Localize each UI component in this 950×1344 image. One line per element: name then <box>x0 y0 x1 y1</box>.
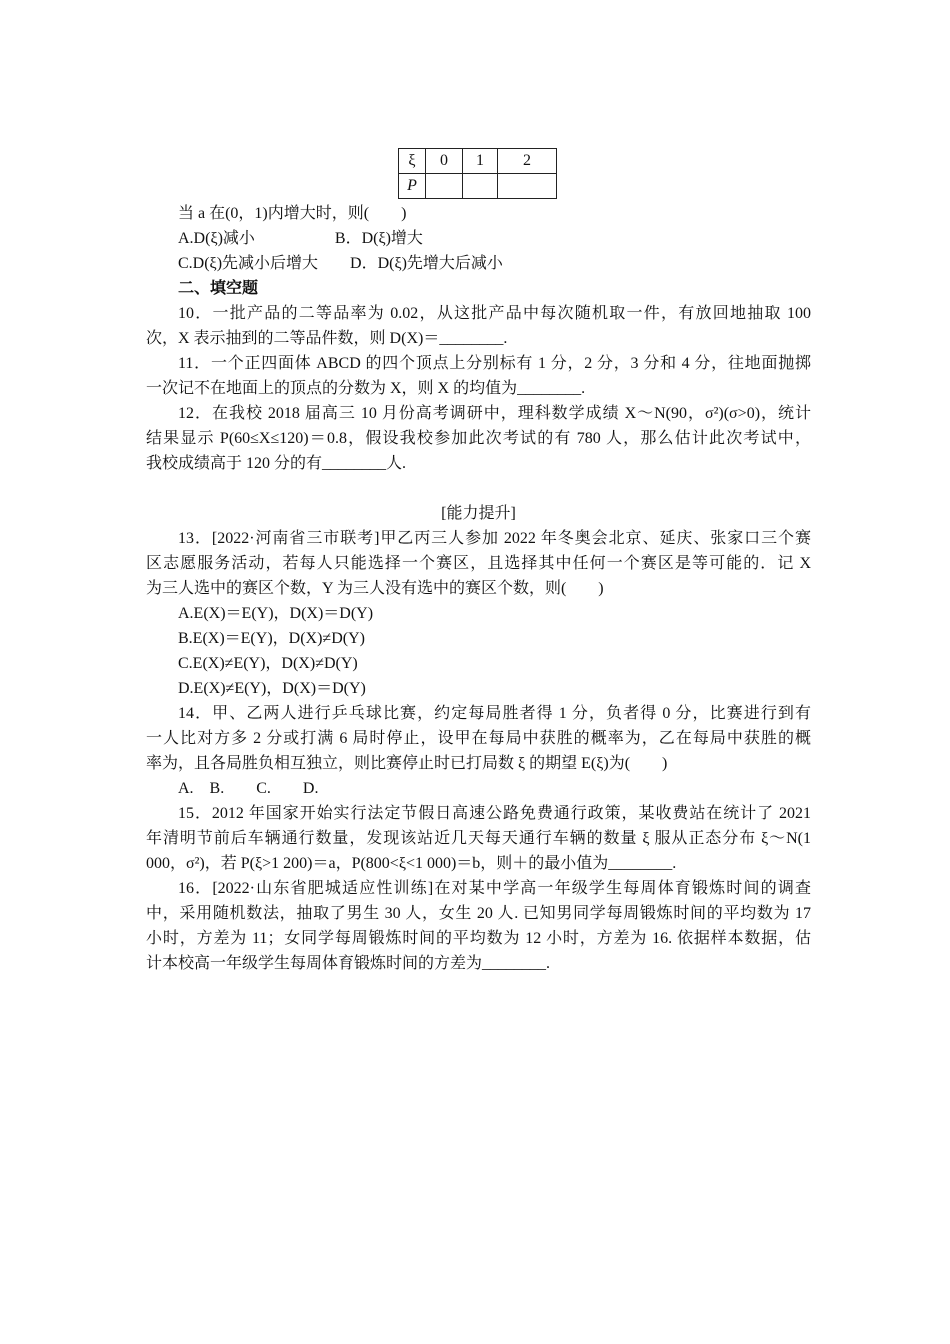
q13-line-3: 为三人选中的赛区个数，Y 为三人没有选中的赛区个数，则( ) <box>146 580 604 597</box>
table-row <box>399 149 557 174</box>
table-cell: 1 <box>463 149 498 174</box>
q11-line-1: 11．一个正四面体 ABCD 的四个顶点上分别标有 1 分，2 分，3 分和 4 分，往地面抛掷 <box>178 355 811 372</box>
q14-line-1: 14．甲、乙两人进行乒乓球比赛，约定每局胜者得 1 分，负者得 0 分，比赛进行到有 <box>178 705 811 722</box>
q12-line-3: 我校成绩高于 120 分的有________人. <box>146 455 407 472</box>
q13-line-1: 13．[2022·河南省三市联考]甲乙丙三人参加 2022 年冬奥会北京、延庆、张家口三个赛 <box>178 530 811 547</box>
ability-heading: [能力提升] <box>441 505 516 522</box>
table-cell: 2 <box>498 149 557 174</box>
table-cell <box>463 174 498 199</box>
q15-line-3: 000，σ²)，若 P(ξ>1 200)＝a，P(800<ξ<1 000)＝b，则＋的最小值为________. <box>146 855 677 872</box>
q16-line-4: 计本校高一年级学生每周体育锻炼时间的方差为________. <box>146 955 551 972</box>
q13-option-b: B.E(X)＝E(Y)，D(X)≠D(Y) <box>178 630 365 647</box>
q9-stem: 当 a 在(0，1)内增大时，则( ) <box>178 205 407 222</box>
q9-options-ab: A.D(ξ)减小 B．D(ξ)增大 <box>178 230 423 247</box>
q16-line-2: 中，采用随机数法，抽取了男生 30 人，女生 20 人. 已知男同学每周锻炼时间的平均数为 17 <box>146 905 811 922</box>
q10-line-2: 次，X 表示抽到的二等品件数，则 D(X)＝________. <box>146 330 508 347</box>
table-cell <box>498 174 557 199</box>
q13-option-c: C.E(X)≠E(Y)，D(X)≠D(Y) <box>178 655 358 672</box>
table-cell: P <box>399 174 426 199</box>
table-cell: ξ <box>399 149 426 174</box>
q13-line-2: 区志愿服务活动，若每人只能选择一个赛区，且选择其中任何一个赛区是等可能的．记 X <box>146 555 811 572</box>
q14-options: A. B. C. D. <box>178 780 319 797</box>
q10-line-1: 10．一批产品的二等品率为 0.02，从这批产品中每次随机取一件，有放回地抽取 100 <box>178 305 811 322</box>
q15-line-1: 15．2012 年国家开始实行法定节假日高速公路免费通行政策，某收费站在统计了 2021 <box>178 805 811 822</box>
q13-option-d: D.E(X)≠E(Y)，D(X)＝D(Y) <box>178 680 366 697</box>
table-cell: 0 <box>426 149 463 174</box>
q14-line-2: 一人比对方多 2 分或打满 6 局时停止，设甲在每局中获胜的概率为，乙在每局中获胜的概 <box>146 730 811 747</box>
q16-line-1: 16．[2022·山东省肥城适应性训练]在对某中学高一年级学生每周体育锻炼时间的调查 <box>178 880 811 897</box>
q11-line-2: 一次记不在地面上的顶点的分数为 X，则 X 的均值为________. <box>146 380 586 397</box>
table-row <box>399 174 557 199</box>
q12-line-1: 12．在我校 2018 届高三 10 月份高考调研中，理科数学成绩 X～N(90，σ²)(σ>0)，统计 <box>178 405 811 422</box>
q16-line-3: 小时，方差为 11；女同学每周锻炼时间的平均数为 12 小时，方差为 16. 依据样本数据，估 <box>146 930 811 947</box>
q15-line-2: 年清明节前后车辆通行数量，发现该站近几天每天通行车辆的数量 ξ 服从正态分布 ξ～N(1 <box>146 830 811 847</box>
q13-option-a: A.E(X)＝E(Y)，D(X)＝D(Y) <box>178 605 374 622</box>
distribution-table <box>398 148 557 199</box>
q14-line-3: 率为，且各局胜负相互独立，则比赛停止时已打局数 ξ 的期望 E(ξ)为( ) <box>146 755 668 772</box>
section-heading-fill-in: 二、填空题 <box>178 280 259 297</box>
table-cell <box>426 174 463 199</box>
q9-options-cd: C.D(ξ)先减小后增大 D．D(ξ)先增大后减小 <box>178 255 503 272</box>
q12-line-2: 结果显示 P(60≤X≤120)＝0.8，假设我校参加此次考试的有 780 人，那么估计此次考试中， <box>146 430 811 447</box>
